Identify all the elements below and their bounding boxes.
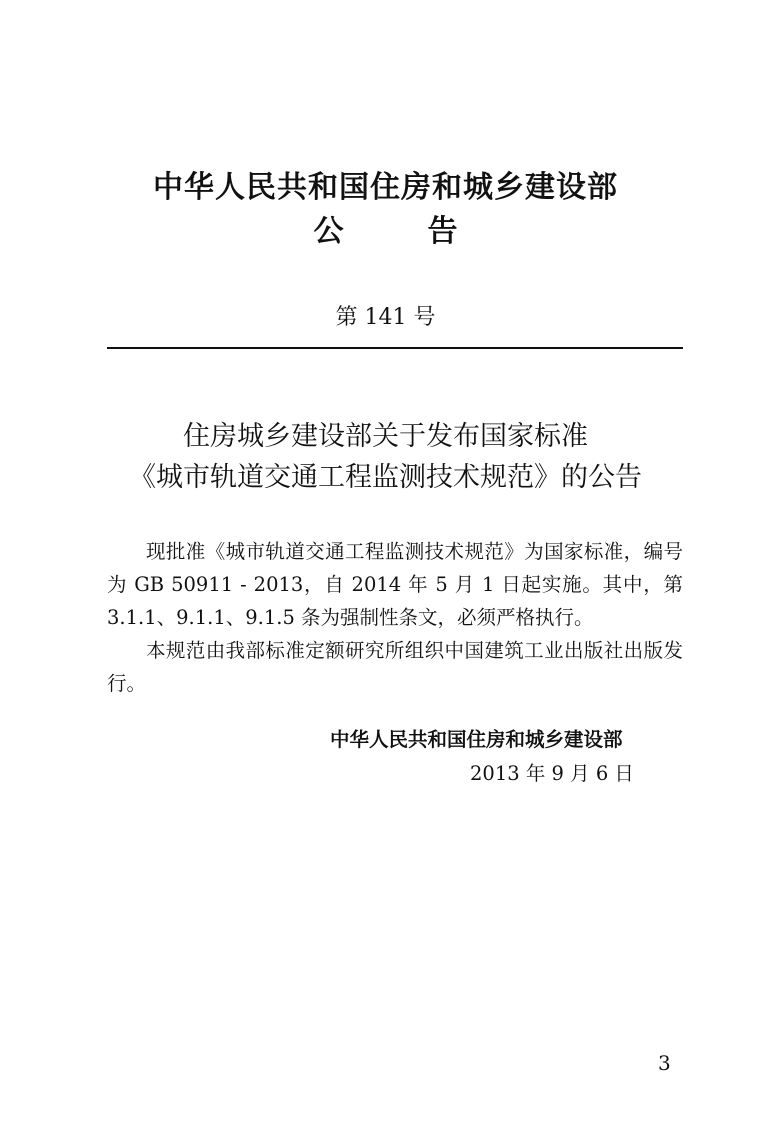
page-number: 3: [658, 1051, 671, 1075]
body-paragraph-2: 本规范由我部标准定额研究所组织中国建筑工业出版社出版发行。: [107, 639, 683, 695]
signature-date: 2013 年 9 月 6 日: [470, 762, 634, 785]
divider-line: [107, 347, 683, 349]
heading-line-1: 住房城乡建设部关于发布国家标准: [183, 421, 588, 452]
signer-name: 中华人民共和国住房和城乡建设部: [330, 728, 623, 751]
heading-line-2: 《城市轨道交通工程监测技术规范》的公告: [129, 462, 642, 493]
announcement-char-1: 公: [313, 214, 344, 249]
announcement-char-2: 告: [427, 214, 458, 249]
ministry-title: 中华人民共和国住房和城乡建设部: [153, 170, 618, 205]
announcement-number: 第 141 号: [335, 305, 436, 330]
announcement-title: [0, 212, 771, 252]
body-paragraph-1: 现批准《城市轨道交通工程监测技术规范》为国家标准，编号为 GB 50911 - 2013，自 2014 年 5 月 1 日起实施。其中，第 3.1.1、9.1.1、9.1.5 条为强制性条文，必须严格执行。: [107, 540, 683, 629]
